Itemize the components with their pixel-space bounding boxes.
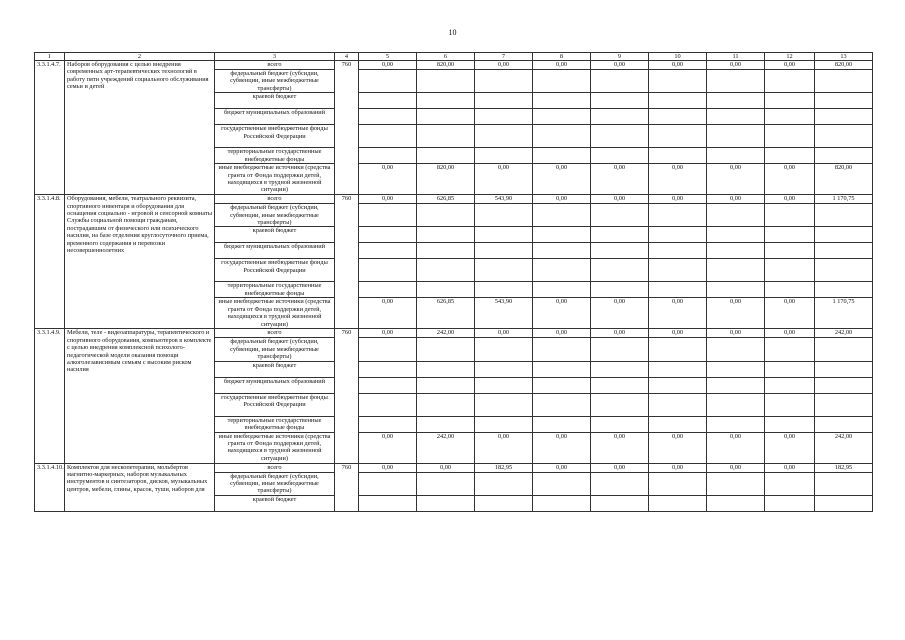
funding-source: всего <box>215 195 335 204</box>
amount-cell <box>359 70 417 93</box>
amount-cell: 0,00 <box>359 164 417 195</box>
amount-cell <box>417 377 475 393</box>
budget-table <box>34 52 873 512</box>
amount-cell <box>417 259 475 282</box>
amount-cell <box>475 338 533 361</box>
amount-cell <box>815 70 873 93</box>
amount-cell: 0,00 <box>359 61 417 70</box>
amount-cell <box>417 93 475 109</box>
funding-source: федеральный бюджет (субсидии, субвенции, иные межбюджетные трансферты) <box>215 70 335 93</box>
row-col4: 760 <box>335 463 359 511</box>
amount-cell <box>591 109 649 125</box>
amount-cell <box>417 361 475 377</box>
funding-source: бюджет муниципальных образований <box>215 243 335 259</box>
amount-cell <box>765 148 815 164</box>
amount-cell: 0,00 <box>359 195 417 204</box>
amount-cell: 0,00 <box>649 463 707 472</box>
amount-cell: 0,00 <box>765 463 815 472</box>
amount-cell <box>707 70 765 93</box>
amount-cell <box>591 393 649 416</box>
amount-cell <box>533 70 591 93</box>
amount-cell: 0,00 <box>707 463 765 472</box>
column-header: 1 <box>35 53 65 61</box>
amount-cell <box>707 148 765 164</box>
amount-cell <box>815 282 873 298</box>
amount-cell <box>475 416 533 432</box>
amount-cell: 0,00 <box>475 329 533 338</box>
column-header: 8 <box>533 53 591 61</box>
column-header: 4 <box>335 53 359 61</box>
amount-cell <box>815 377 873 393</box>
amount-cell <box>765 109 815 125</box>
table-row <box>35 329 873 338</box>
amount-cell <box>533 361 591 377</box>
amount-cell <box>359 495 417 511</box>
amount-cell <box>649 243 707 259</box>
funding-source: краевой бюджет <box>215 227 335 243</box>
amount-cell <box>591 495 649 511</box>
amount-cell <box>417 393 475 416</box>
amount-cell <box>417 70 475 93</box>
amount-cell <box>475 377 533 393</box>
amount-cell: 0,00 <box>417 463 475 472</box>
amount-cell: 0,00 <box>765 164 815 195</box>
amount-cell <box>649 227 707 243</box>
amount-cell <box>533 416 591 432</box>
amount-cell <box>815 109 873 125</box>
amount-cell <box>359 125 417 148</box>
amount-cell <box>359 259 417 282</box>
amount-cell: 0,00 <box>707 298 765 329</box>
amount-cell <box>815 243 873 259</box>
amount-cell <box>359 148 417 164</box>
funding-source: бюджет муниципальных образований <box>215 377 335 393</box>
funding-source: государственные внебюджетные фонды Российской Федерации <box>215 393 335 416</box>
funding-source: краевой бюджет <box>215 93 335 109</box>
funding-source: краевой бюджет <box>215 361 335 377</box>
amount-cell <box>707 393 765 416</box>
amount-cell: 1 170,75 <box>815 298 873 329</box>
amount-cell: 0,00 <box>649 432 707 463</box>
amount-cell: 0,00 <box>765 329 815 338</box>
amount-cell <box>417 472 475 495</box>
amount-cell: 0,00 <box>649 195 707 204</box>
amount-cell: 0,00 <box>591 463 649 472</box>
amount-cell <box>765 472 815 495</box>
amount-cell <box>815 259 873 282</box>
table-row <box>35 61 873 70</box>
amount-cell <box>475 472 533 495</box>
column-header: 12 <box>765 53 815 61</box>
amount-cell <box>707 361 765 377</box>
row-col4: 760 <box>335 195 359 329</box>
amount-cell: 0,00 <box>533 61 591 70</box>
amount-cell <box>649 495 707 511</box>
amount-cell <box>359 243 417 259</box>
amount-cell <box>707 227 765 243</box>
amount-cell <box>707 93 765 109</box>
amount-cell <box>475 204 533 227</box>
amount-cell <box>649 125 707 148</box>
amount-cell: 0,00 <box>591 298 649 329</box>
amount-cell <box>815 338 873 361</box>
amount-cell <box>649 148 707 164</box>
amount-cell: 0,00 <box>707 432 765 463</box>
amount-cell <box>765 243 815 259</box>
amount-cell <box>475 361 533 377</box>
amount-cell: 242,00 <box>417 329 475 338</box>
amount-cell <box>533 109 591 125</box>
amount-cell <box>649 361 707 377</box>
amount-cell: 0,00 <box>765 61 815 70</box>
funding-source: иные внебюджетные источники (средства гранта от Фонда поддержки детей, находящихся в трудной жизненной ситуации) <box>215 164 335 195</box>
amount-cell <box>765 416 815 432</box>
amount-cell <box>765 282 815 298</box>
amount-cell <box>591 204 649 227</box>
column-header: 13 <box>815 53 873 61</box>
amount-cell: 0,00 <box>475 164 533 195</box>
funding-source: бюджет муниципальных образований <box>215 109 335 125</box>
amount-cell <box>417 416 475 432</box>
amount-cell <box>765 93 815 109</box>
amount-cell <box>815 93 873 109</box>
amount-cell <box>765 377 815 393</box>
column-header: 5 <box>359 53 417 61</box>
amount-cell <box>649 93 707 109</box>
amount-cell <box>417 338 475 361</box>
column-header: 6 <box>417 53 475 61</box>
amount-cell: 0,00 <box>591 61 649 70</box>
amount-cell <box>417 148 475 164</box>
amount-cell <box>359 377 417 393</box>
funding-source: государственные внебюджетные фонды Российской Федерации <box>215 259 335 282</box>
amount-cell <box>359 393 417 416</box>
amount-cell <box>815 204 873 227</box>
amount-cell <box>533 377 591 393</box>
amount-cell <box>475 259 533 282</box>
amount-cell <box>591 125 649 148</box>
amount-cell <box>359 282 417 298</box>
amount-cell <box>533 204 591 227</box>
amount-cell: 0,00 <box>591 329 649 338</box>
amount-cell <box>591 93 649 109</box>
amount-cell <box>765 227 815 243</box>
funding-source: всего <box>215 463 335 472</box>
amount-cell <box>533 472 591 495</box>
amount-cell <box>707 495 765 511</box>
amount-cell <box>815 393 873 416</box>
amount-cell: 0,00 <box>707 195 765 204</box>
amount-cell <box>533 338 591 361</box>
amount-cell: 0,00 <box>649 164 707 195</box>
funding-source: всего <box>215 61 335 70</box>
amount-cell: 543,90 <box>475 195 533 204</box>
amount-cell: 0,00 <box>359 329 417 338</box>
row-name: Наборов оборудования с целью внедрения современных арт-терапевтических технологий в работу пяти учреждений социального обслуживания семьи и детей <box>65 61 215 195</box>
amount-cell <box>417 109 475 125</box>
amount-cell <box>475 93 533 109</box>
amount-cell <box>649 204 707 227</box>
funding-source: федеральный бюджет (субсидии, субвенции, иные межбюджетные трансферты) <box>215 472 335 495</box>
amount-cell <box>475 148 533 164</box>
amount-cell <box>417 495 475 511</box>
amount-cell <box>815 125 873 148</box>
amount-cell <box>359 109 417 125</box>
amount-cell: 543,90 <box>475 298 533 329</box>
amount-cell <box>591 416 649 432</box>
amount-cell <box>591 243 649 259</box>
amount-cell: 0,00 <box>359 432 417 463</box>
funding-source: иные внебюджетные источники (средства гранта от Фонда поддержки детей, находящихся в трудной жизненной ситуации) <box>215 432 335 463</box>
amount-cell <box>707 416 765 432</box>
amount-cell: 182,95 <box>475 463 533 472</box>
column-header: 7 <box>475 53 533 61</box>
funding-source: государственные внебюджетные фонды Российской Федерации <box>215 125 335 148</box>
row-code: 3.3.1.4.9. <box>35 329 65 463</box>
amount-cell <box>533 125 591 148</box>
row-code: 3.3.1.4.7. <box>35 61 65 195</box>
row-code: 3.3.1.4.8. <box>35 195 65 329</box>
page-number: 10 <box>448 28 457 37</box>
amount-cell <box>475 227 533 243</box>
amount-cell <box>475 282 533 298</box>
amount-cell: 242,00 <box>417 432 475 463</box>
funding-source: федеральный бюджет (субсидии, субвенции, иные межбюджетные трансферты) <box>215 204 335 227</box>
amount-cell <box>649 393 707 416</box>
amount-cell <box>707 472 765 495</box>
amount-cell: 626,85 <box>417 195 475 204</box>
amount-cell <box>417 125 475 148</box>
amount-cell <box>475 109 533 125</box>
row-name: Оборудования, мебели, театрального реквизита, спортивного инвентаря и оборудования для оснащения социально - игровой и сенсорной комнаты Службы социальной помощи гражданам, пострадавшим от физического или психического насилия, на базе отделения круглосуточного приема, временного содержания и перевозки несовершеннолетних <box>65 195 215 329</box>
amount-cell <box>707 243 765 259</box>
amount-cell <box>533 393 591 416</box>
funding-source: территориальные государственные внебюджетные фонды <box>215 416 335 432</box>
amount-cell <box>591 377 649 393</box>
amount-cell: 0,00 <box>533 195 591 204</box>
column-header: 9 <box>591 53 649 61</box>
amount-cell: 0,00 <box>533 329 591 338</box>
amount-cell <box>649 282 707 298</box>
funding-source: краевой бюджет <box>215 495 335 511</box>
amount-cell <box>765 125 815 148</box>
amount-cell <box>815 416 873 432</box>
amount-cell: 0,00 <box>533 164 591 195</box>
amount-cell: 0,00 <box>591 164 649 195</box>
header-row <box>35 53 873 61</box>
amount-cell <box>765 361 815 377</box>
amount-cell: 0,00 <box>707 61 765 70</box>
amount-cell: 820,00 <box>417 164 475 195</box>
amount-cell <box>707 282 765 298</box>
table-row <box>35 463 873 472</box>
amount-cell <box>707 109 765 125</box>
amount-cell <box>649 377 707 393</box>
amount-cell: 820,00 <box>815 164 873 195</box>
amount-cell <box>815 495 873 511</box>
amount-cell <box>475 125 533 148</box>
amount-cell <box>649 338 707 361</box>
row-col4: 760 <box>335 61 359 195</box>
column-header: 3 <box>215 53 335 61</box>
amount-cell <box>359 93 417 109</box>
row-name: Мебели, теле - видеоаппаратуры, терапевтического и спортивного оборудования, компьютеров в комплекте с целью внедрения комплексной психолого-педагогической модели оказания помощи алкоголезависимым семьям с высоким риском насилия <box>65 329 215 463</box>
amount-cell: 0,00 <box>533 463 591 472</box>
row-col4: 760 <box>335 329 359 463</box>
amount-cell <box>707 125 765 148</box>
amount-cell: 0,00 <box>707 164 765 195</box>
amount-cell: 0,00 <box>533 298 591 329</box>
funding-source: федеральный бюджет (субсидии, субвенции, иные межбюджетные трансферты) <box>215 338 335 361</box>
amount-cell <box>649 472 707 495</box>
amount-cell <box>765 259 815 282</box>
amount-cell <box>707 338 765 361</box>
amount-cell <box>591 338 649 361</box>
amount-cell <box>815 148 873 164</box>
amount-cell <box>765 70 815 93</box>
amount-cell <box>475 70 533 93</box>
amount-cell <box>359 204 417 227</box>
amount-cell <box>591 70 649 93</box>
amount-cell: 0,00 <box>765 195 815 204</box>
amount-cell <box>417 282 475 298</box>
column-header: 2 <box>65 53 215 61</box>
amount-cell: 0,00 <box>591 432 649 463</box>
amount-cell: 0,00 <box>765 432 815 463</box>
funding-source: территориальные государственные внебюджетные фонды <box>215 282 335 298</box>
amount-cell: 0,00 <box>359 298 417 329</box>
amount-cell <box>765 338 815 361</box>
amount-cell: 0,00 <box>649 329 707 338</box>
amount-cell <box>475 495 533 511</box>
amount-cell <box>707 377 765 393</box>
amount-cell <box>707 259 765 282</box>
funding-source: всего <box>215 329 335 338</box>
amount-cell <box>591 472 649 495</box>
amount-cell <box>533 282 591 298</box>
amount-cell: 0,00 <box>765 298 815 329</box>
amount-cell <box>475 243 533 259</box>
amount-cell <box>649 70 707 93</box>
amount-cell <box>417 204 475 227</box>
table-row <box>35 195 873 204</box>
amount-cell <box>475 393 533 416</box>
amount-cell <box>359 338 417 361</box>
amount-cell: 820,00 <box>815 61 873 70</box>
funding-source: иные внебюджетные источники (средства гранта от Фонда поддержки детей, находящихся в трудной жизненной ситуации) <box>215 298 335 329</box>
amount-cell <box>359 416 417 432</box>
amount-cell: 182,95 <box>815 463 873 472</box>
amount-cell: 820,00 <box>417 61 475 70</box>
amount-cell <box>815 361 873 377</box>
amount-cell <box>533 93 591 109</box>
amount-cell <box>765 495 815 511</box>
column-header: 11 <box>707 53 765 61</box>
amount-cell: 0,00 <box>649 61 707 70</box>
column-header: 10 <box>649 53 707 61</box>
amount-cell: 242,00 <box>815 432 873 463</box>
amount-cell <box>815 227 873 243</box>
amount-cell <box>649 416 707 432</box>
amount-cell <box>707 204 765 227</box>
amount-cell: 0,00 <box>707 329 765 338</box>
amount-cell <box>533 227 591 243</box>
amount-cell <box>359 227 417 243</box>
amount-cell <box>591 259 649 282</box>
amount-cell <box>591 148 649 164</box>
amount-cell: 0,00 <box>649 298 707 329</box>
amount-cell <box>815 472 873 495</box>
amount-cell <box>649 109 707 125</box>
row-name: Комплектов для нескопетерапии, мольбертов магнитно-маркерных, наборов музыкальных инструментов и синтезаторов, дисков, музыкальных центров, мебели, глины, красок, туши, наборов для <box>65 463 215 511</box>
amount-cell: 1 170,75 <box>815 195 873 204</box>
row-code: 3.3.1.4.10. <box>35 463 65 511</box>
amount-cell <box>359 361 417 377</box>
amount-cell: 0,00 <box>359 463 417 472</box>
amount-cell <box>417 227 475 243</box>
amount-cell <box>533 259 591 282</box>
funding-source: территориальные государственные внебюджетные фонды <box>215 148 335 164</box>
amount-cell <box>591 227 649 243</box>
amount-cell <box>591 282 649 298</box>
amount-cell: 0,00 <box>533 432 591 463</box>
amount-cell: 0,00 <box>475 432 533 463</box>
amount-cell <box>765 393 815 416</box>
amount-cell <box>765 204 815 227</box>
amount-cell: 626,85 <box>417 298 475 329</box>
amount-cell <box>417 243 475 259</box>
amount-cell: 242,00 <box>815 329 873 338</box>
amount-cell <box>591 361 649 377</box>
amount-cell: 0,00 <box>591 195 649 204</box>
amount-cell <box>533 243 591 259</box>
amount-cell <box>533 495 591 511</box>
amount-cell <box>359 472 417 495</box>
amount-cell <box>649 259 707 282</box>
amount-cell <box>533 148 591 164</box>
amount-cell: 0,00 <box>475 61 533 70</box>
